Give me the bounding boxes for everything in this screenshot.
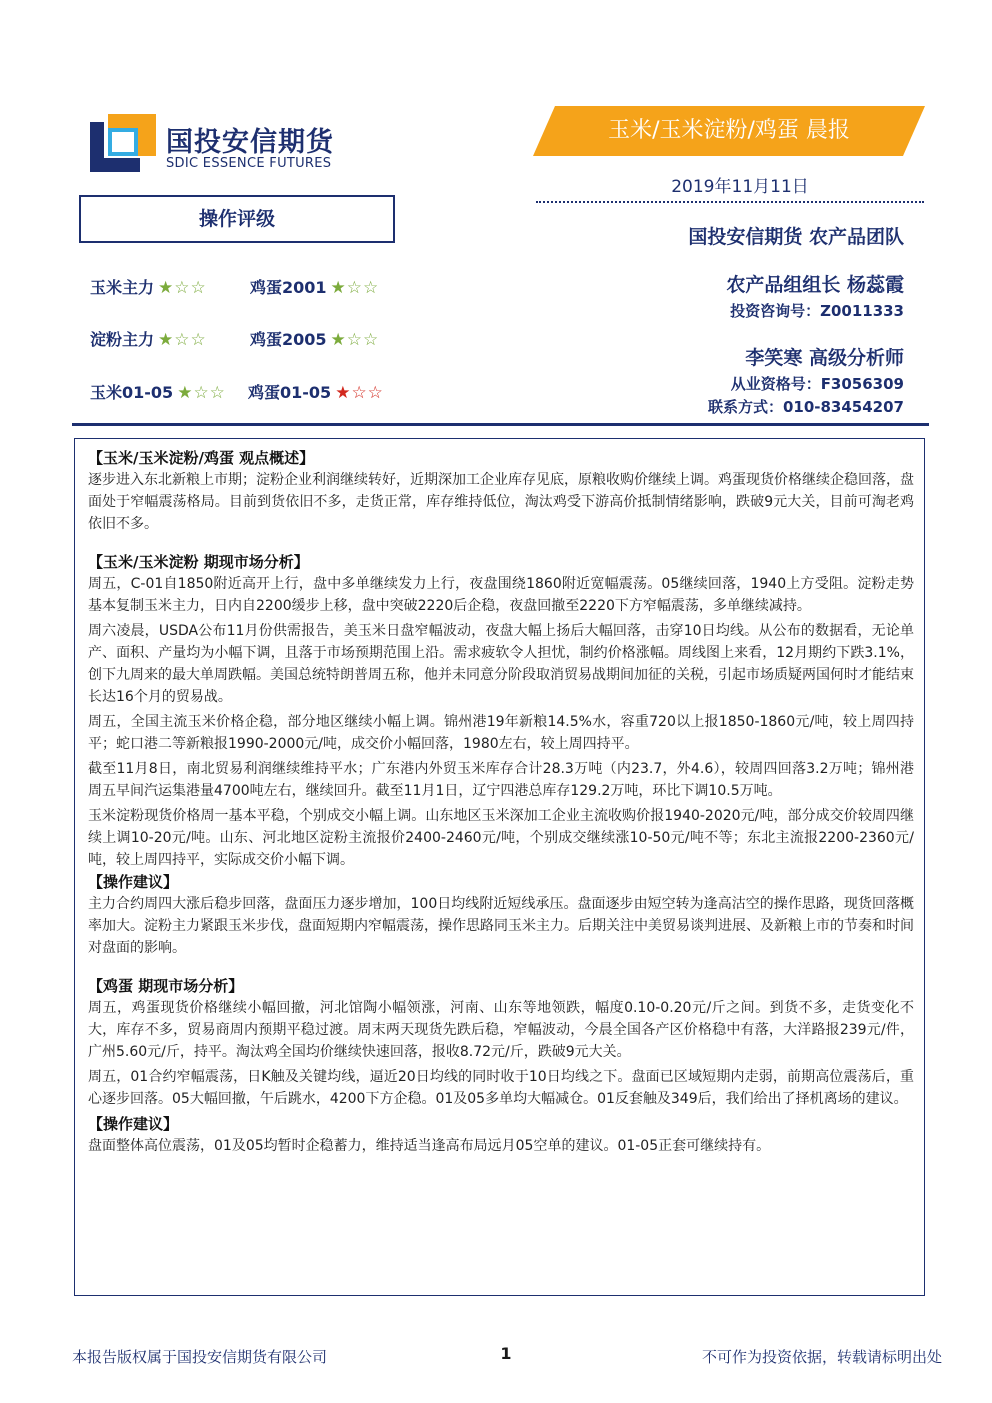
section-title: 【玉米/玉米淀粉 期现市场分析】 (88, 553, 309, 571)
section-title: 【鸡蛋 期现市场分析】 (88, 977, 244, 995)
star-filled-icon: ★ (177, 383, 194, 403)
analyst2-contact: 联系方式：010-83454207 (707, 398, 904, 416)
rating-box-title: 操作评级 (79, 195, 395, 243)
header-divider (72, 423, 929, 426)
rating-name: 鸡蛋2005 (250, 330, 327, 349)
rating-item (250, 327, 379, 350)
star-filled-icon: ★ (335, 383, 352, 403)
page-number: 1 (500, 1344, 512, 1363)
rating-item (248, 380, 384, 403)
rating-name: 鸡蛋2001 (250, 278, 327, 297)
paragraph: 主力合约周四大涨后稳步回落，盘面压力逐步增加，100日均线附近短线承压。盘面逐步由短空转为逢高沽空的操作思路，现货回落概率加大。淀粉主力紧跟玉米步伐，盘面短期内窄幅震荡，操作思路同玉米主力。后期关注中美贸易谈判进展、及新粮上市的节奏和时间对盘面的影响。 (88, 896, 914, 956)
paragraph: 盘面整体高位震荡，01及05均暂时企稳蓄力，维持适当逢高布局远月05空单的建议。01-05正套可继续持有。 (88, 1138, 771, 1154)
rating-name: 玉米01-05 (90, 383, 174, 402)
section-title: 【操作建议】 (88, 1115, 179, 1133)
paragraph: 周五，C-01自1850附近高开上行，盘中多单继续发力上行，夜盘围绕1860附近宽幅震荡。05继续回落，1940上方受阻。淀粉走势基本复制玉米主力，日内自2200缓步上移，盘中突破2220后企稳，夜盘回撤至2220下方窄幅震荡，多单继续减持。 (88, 576, 914, 614)
star-filled-icon: ★ (330, 278, 347, 298)
analyst1-title: 农产品组组长 杨蕊霞 (726, 274, 904, 296)
paragraph: 玉米淀粉现货价格周一基本平稳，个别成交小幅上调。山东地区玉米深加工企业主流收购价报1940-2020元/吨，部分成交价较周四继续上调10-20元/吨。山东、河北地区淀粉主流报价2400-2460元/吨，个别成交继续涨10-50元/吨不等；东北主流报2200-2360元/吨，较上周四持平，实际成交价小幅下调。 (88, 808, 914, 868)
paragraph: 周五，鸡蛋现货价格继续小幅回撤，河北馆陶小幅领涨，河南、山东等地领跌，幅度0.10-0.20元/斤之间。到货不多，走货变化不大，库存不多，贸易商周内预期平稳过渡。周末两天现货先跌后稳，窄幅波动，今晨全国各产区价格稳中有落，大洋路报239元/件，广州5.60元/斤，持平。淘汰鸡全国均价继续快速回落，报收8.72元/斤，跌破9元大关。 (88, 1000, 914, 1060)
rating-name: 鸡蛋01-05 (248, 383, 332, 402)
dotted-divider (536, 201, 924, 203)
rating-name: 淀粉主力 (90, 330, 155, 349)
report-date: 2019年11月11日 (671, 177, 809, 197)
report-content (74, 438, 925, 1296)
footer-disclaimer: 不可作为投资依据，转载请标明出处 (701, 1348, 942, 1366)
analyst2-cert: 从业资格号：F3056309 (730, 375, 904, 393)
star-filled-icon: ★ (330, 330, 347, 350)
paragraph: 周五，01合约窄幅震荡，日K触及关键均线，逼近20日均线的同时收于10日均线之下。盘面已区域短期内走弱，前期高位震荡后，重心逐步回落。05大幅回撤，午后跳水，4200下方企稳。01及05多单均大幅减仓。01反套触及349后，我们给出了择机离场的建议。 (88, 1069, 914, 1107)
star-filled-icon: ★ (158, 330, 175, 350)
rating-item (90, 327, 207, 350)
brand-name-cn: 国投安信期货 (166, 127, 334, 158)
star-empty-icon: ☆☆ (174, 278, 207, 298)
star-empty-icon: ☆☆ (346, 278, 380, 298)
paragraph: 周六凌晨，USDA公布11月份供需报告，美玉米日盘窄幅波动，夜盘大幅上扬后大幅回落，击穿10日均线。从公布的数据看，无论单产、面积、产量均为小幅下调，且落于市场预期范围上沿。需求疲软令人担忧，制约价格涨幅。周线图上来看，12月期约下跌3.1%，创下九周来的最大单周跌幅。美国总统特朗普周五称，他并未同意分阶段取消贸易战期间加征的关税，引起市场质疑两国何时才能结束长达16个月的贸易战。 (88, 623, 914, 705)
report-title: 玉米/玉米淀粉/鸡蛋 晨报 (608, 118, 850, 143)
star-empty-icon: ☆☆ (193, 383, 226, 403)
rating-name: 玉米主力 (90, 278, 155, 297)
star-empty-icon: ☆☆ (346, 330, 380, 350)
paragraph: 截至11月8日，南北贸易利润继续维持平水；广东港内外贸玉米库存合计28.3万吨（内23.7，外4.6），较周四回落3.2万吨；锦州港周五早间汽运集港量4700吨左右，继续回升。截至11月1日，辽宁四港总库存129.2万吨，环比下调10.5万吨。 (88, 761, 914, 799)
star-empty-icon: ☆☆ (174, 330, 207, 350)
brand-name-en: SDIC ESSENCE FUTURES (166, 156, 332, 171)
analyst1-cert: 投资咨询号：Z0011333 (730, 302, 904, 320)
star-filled-icon: ★ (158, 278, 175, 298)
team-name: 国投安信期货 农产品团队 (688, 226, 904, 248)
rating-item (250, 275, 379, 298)
rating-item (90, 275, 207, 298)
paragraph: 周五，全国主流玉米价格企稳，部分地区继续小幅上调。锦州港19年新粮14.5%水，容重720以上报1850-1860元/吨，较上周四持平；蛇口港二等新粮报1990-2000元/吨，成交价小幅回落，1980左右，较上周四持平。 (88, 714, 914, 752)
section-title: 【操作建议】 (88, 873, 179, 891)
paragraph: 逐步进入东北新粮上市期；淀粉企业利润继续转好，近期深加工企业库存见底，原粮收购价继续上调。鸡蛋现货价格继续企稳回落，盘面处于窄幅震荡格局。目前到货依旧不多，走货正常，库存维持低位，淘汰鸡受下游高价抵制情绪影响，跌破9元大关，目前可淘老鸡依旧不多。 (88, 472, 914, 532)
star-empty-icon: ☆☆ (351, 383, 384, 403)
rating-item (90, 380, 226, 403)
footer-copyright: 本报告版权属于国投安信期货有限公司 (72, 1348, 328, 1366)
analyst2-title: 李笑寒 高级分析师 (745, 347, 904, 369)
logo-mark-icon (90, 112, 156, 172)
section-title: 【玉米/玉米淀粉/鸡蛋 观点概述】 (88, 449, 315, 467)
